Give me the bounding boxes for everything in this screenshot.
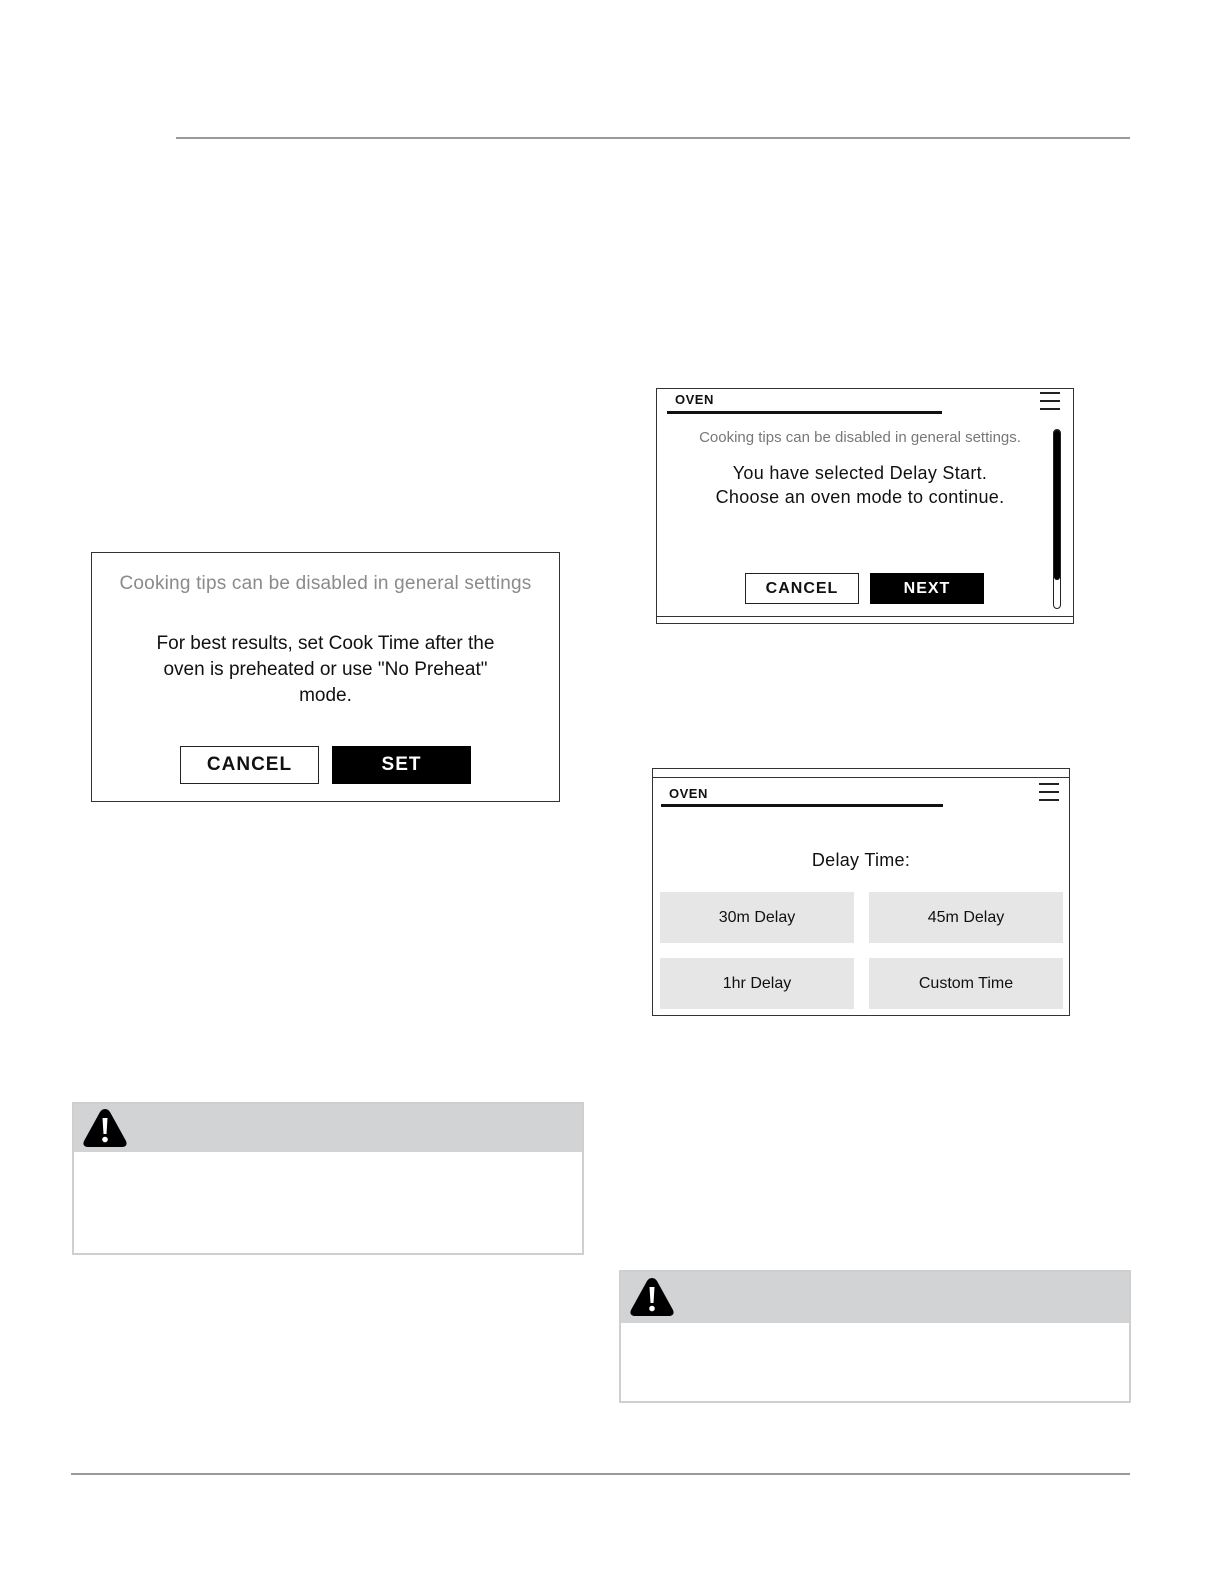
hamburger-menu-icon[interactable]: [1039, 783, 1059, 801]
custom-time-button[interactable]: Custom Time: [869, 958, 1063, 1009]
delay-time-heading: Delay Time:: [811, 850, 911, 870]
delay-45m-button[interactable]: 45m Delay: [869, 892, 1063, 943]
warning-box: [72, 1102, 584, 1255]
delay-1hr-button[interactable]: 1hr Delay: [660, 958, 854, 1009]
top-rule: [176, 137, 1130, 139]
warning-triangle-icon: [628, 1275, 676, 1319]
header-underline: [661, 804, 943, 807]
oven-header: OVEN: [669, 786, 708, 801]
delay-time-screen: [652, 768, 1070, 1016]
oven-header: OVEN: [675, 392, 714, 407]
next-button[interactable]: NEXT: [870, 573, 984, 604]
set-button[interactable]: SET: [332, 746, 471, 784]
message-line: For best results, set Cook Time after the: [156, 633, 495, 654]
delay-30m-button[interactable]: 30m Delay: [660, 892, 854, 943]
warning-header: [621, 1272, 1129, 1323]
screen-top-line: [653, 777, 1069, 778]
scrollbar[interactable]: [1053, 429, 1061, 609]
screen-bottom-line: [657, 616, 1073, 617]
cook-tip-screen: [91, 552, 560, 802]
header-underline: [667, 411, 942, 414]
bottom-rule: [71, 1473, 1130, 1475]
scrollbar-thumb[interactable]: [1054, 430, 1060, 580]
cancel-button[interactable]: CANCEL: [745, 573, 859, 604]
warning-box: [619, 1270, 1131, 1403]
warning-triangle-icon: [81, 1106, 129, 1150]
hamburger-menu-icon[interactable]: [1040, 392, 1060, 410]
delay-start-message: [667, 461, 1053, 509]
message-line: oven is preheated or use "No Preheat": [163, 659, 488, 680]
warning-header: [74, 1104, 582, 1152]
cancel-button[interactable]: CANCEL: [180, 746, 319, 784]
delay-start-screen: [656, 388, 1074, 624]
cook-time-message: [132, 631, 519, 709]
cooking-tip-text: Cooking tips can be disabled in general settings: [119, 573, 532, 594]
message-line: mode.: [299, 685, 352, 706]
message-line: Choose an oven mode to continue.: [715, 487, 1005, 507]
cooking-tip-text: Cooking tips can be disabled in general settings.: [699, 429, 1021, 446]
message-line: You have selected Delay Start.: [732, 463, 988, 483]
